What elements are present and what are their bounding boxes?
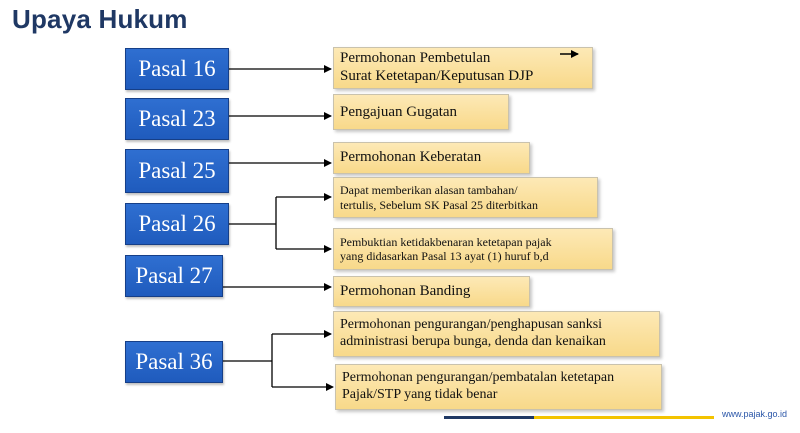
- footer-url[interactable]: www.pajak.go.id: [722, 409, 788, 419]
- pasal-23-box: Pasal 23: [125, 98, 229, 140]
- outcome-line: Permohonan pengurangan/pembatalan ketetapan: [342, 370, 615, 386]
- pasal-25-box: Pasal 25: [125, 149, 229, 193]
- footer-bar-yellow: [534, 416, 714, 419]
- outcome-line: administrasi berupa bunga, denda dan kenaikan: [340, 334, 606, 349]
- pasal-26-box: Pasal 26: [125, 203, 229, 245]
- outcome-line: Permohonan pengurangan/penghapusan sanksi: [340, 317, 603, 333]
- page-title: Upaya Hukum: [12, 4, 188, 34]
- outcome-line: Dapat memberikan alasan tambahan/: [340, 183, 518, 198]
- pasal-36-box: Pasal 36: [125, 341, 223, 383]
- outcome-line: Permohonan Pembetulan: [340, 50, 491, 67]
- outcome-line: Surat Ketetapan/Keputusan DJP: [340, 68, 534, 84]
- pasal-27-box: Pasal 27: [125, 255, 223, 297]
- outcome-line: Permohonan Keberatan: [340, 149, 482, 166]
- outcome-line: Pengajuan Gugatan: [340, 104, 458, 120]
- outcome-line: yang didasarkan Pasal 13 ayat (1) huruf b,d: [340, 249, 549, 263]
- outcome-line: Permohonan Banding: [340, 282, 471, 299]
- outcome-line: tertulis, Sebelum SK Pasal 25 diterbitkan: [340, 197, 538, 212]
- outcome-line: Pembuktian ketidakbenaran ketetapan pajak: [340, 234, 552, 249]
- outcome-line: Pajak/STP yang tidak benar: [342, 387, 498, 402]
- footer-bar-navy: [444, 416, 534, 419]
- pasal-16-box: Pasal 16: [125, 48, 229, 90]
